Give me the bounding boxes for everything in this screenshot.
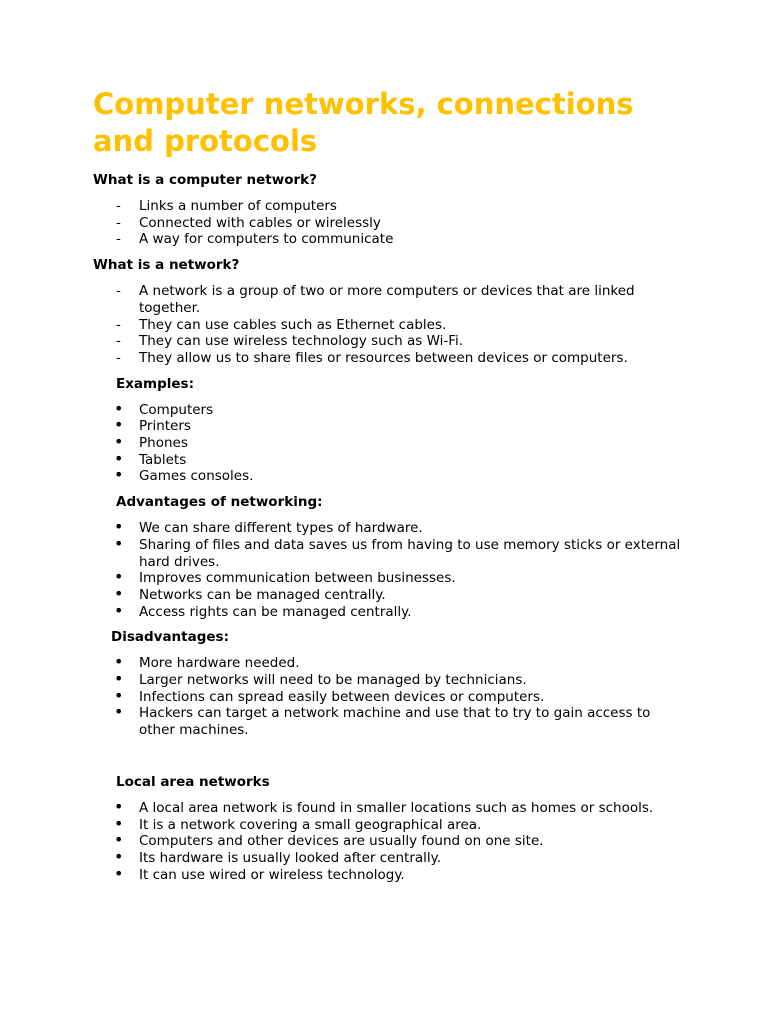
list-item <box>93 567 683 587</box>
list-item-text: Larger networks will need to be managed by technicians. <box>139 672 527 689</box>
list-item <box>93 317 683 334</box>
bullet-marker: • <box>114 813 124 833</box>
bullet-marker: • <box>114 702 124 722</box>
list-item-text: A network is a group of two or more computers or devices that are linked together. <box>139 283 635 316</box>
list-item <box>93 415 683 435</box>
list-item <box>93 448 683 469</box>
list-examples <box>93 398 683 486</box>
list-item-text: Connected with cables or wirelessly <box>139 214 381 231</box>
list-item <box>93 702 683 739</box>
section-heading-network: What is a network? <box>93 257 240 274</box>
bullet-marker: • <box>114 685 124 705</box>
list-item-text: Access rights can be managed centrally. <box>139 603 412 620</box>
bullet-marker: • <box>114 415 124 435</box>
section-heading-computer-network: What is a computer network? <box>93 172 317 188</box>
list-item <box>93 533 683 570</box>
bullet-marker: • <box>114 517 124 537</box>
list-item-text: Sharing of files and data saves us from having to use memory sticks or external hard drives. <box>139 536 681 570</box>
list-item-text: Links a number of computers <box>139 198 337 214</box>
bullet-marker: • <box>114 652 124 672</box>
bullet-marker: • <box>114 432 124 452</box>
list-item <box>93 583 683 604</box>
list-network <box>93 283 683 367</box>
list-item <box>93 231 683 248</box>
list-item <box>93 796 683 817</box>
list-item-text: They can use cables such as Ethernet cables. <box>139 316 447 333</box>
list-item-text: A way for computers to communicate <box>139 231 394 248</box>
list-item-text: Improves communication between businesses. <box>139 570 456 587</box>
list-item-text: It is a network covering a small geographical area. <box>139 816 482 833</box>
list-item-text: Networks can be managed centrally. <box>139 586 386 603</box>
bullet-marker: • <box>114 398 124 418</box>
list-lan <box>93 796 683 884</box>
bullet-marker: • <box>114 796 124 816</box>
bullet-marker: • <box>114 830 124 850</box>
list-item <box>93 830 683 850</box>
bullet-marker: • <box>114 863 124 883</box>
bullet-marker: • <box>114 533 124 553</box>
document-page <box>93 86 683 892</box>
list-item-text: Hackers can target a network machine and use that to try to gain access to other machines. <box>139 705 651 739</box>
bullet-marker: • <box>114 669 124 689</box>
dash-marker: - <box>116 333 121 350</box>
list-item <box>93 652 683 672</box>
bullet-marker: • <box>114 567 124 587</box>
section-heading-advantages: Advantages of networking: <box>116 494 323 511</box>
section-heading-disadvantages: Disadvantages: <box>111 629 229 646</box>
list-item <box>93 846 683 867</box>
list-item-text: More hardware needed. <box>139 655 300 672</box>
list-item-text: We can share different types of hardware. <box>139 520 423 537</box>
list-item <box>93 432 683 452</box>
document-title: Computer networks, connections and protocols <box>93 87 634 158</box>
spacer <box>93 748 683 774</box>
list-item <box>93 600 683 621</box>
bullet-marker: • <box>114 600 124 620</box>
list-item <box>93 350 683 367</box>
list-item-text: Phones <box>139 435 188 452</box>
list-item-text: Printers <box>139 418 191 435</box>
list-item-text: It can use wired or wireless technology. <box>139 866 405 883</box>
list-item <box>93 669 683 689</box>
list-item <box>93 398 683 419</box>
dash-marker: - <box>116 198 121 214</box>
dash-marker: - <box>116 349 121 366</box>
list-item-text: Its hardware is usually looked after centrally. <box>139 849 442 866</box>
dash-marker: - <box>116 283 121 300</box>
dash-marker: - <box>116 316 121 333</box>
list-item <box>93 863 683 884</box>
list-item-text: They can use wireless technology such as Wi-Fi. <box>139 333 464 350</box>
list-item-text: Computers and other devices are usually found on one site. <box>139 833 544 850</box>
list-disadvantages <box>93 652 683 739</box>
list-item <box>93 813 683 834</box>
list-item <box>93 517 683 537</box>
list-item-text: A local area network is found in smaller locations such as homes or schools. <box>139 799 654 816</box>
bullet-marker: • <box>114 465 124 485</box>
dash-marker: - <box>116 214 121 231</box>
list-computer-network <box>93 198 683 248</box>
list-item <box>93 215 683 232</box>
list-item-text: Infections can spread easily between devices or computers. <box>139 688 545 705</box>
bullet-marker: • <box>114 583 124 603</box>
bullet-marker: • <box>114 448 124 468</box>
list-item <box>93 198 683 215</box>
list-item-text: Tablets <box>139 451 187 468</box>
list-item-text: Games consoles. <box>139 468 254 485</box>
section-heading-examples: Examples: <box>116 375 194 392</box>
bullet-marker: • <box>114 846 124 866</box>
list-item <box>93 333 683 350</box>
list-item-text: They allow us to share files or resources between devices or computers. <box>139 349 628 366</box>
dash-marker: - <box>116 231 121 248</box>
list-item <box>93 685 683 706</box>
list-item <box>93 465 683 485</box>
list-item-text: Computers <box>139 401 214 418</box>
list-advantages <box>93 517 683 620</box>
section-heading-lan: Local area networks <box>116 773 270 790</box>
list-item <box>93 283 683 316</box>
